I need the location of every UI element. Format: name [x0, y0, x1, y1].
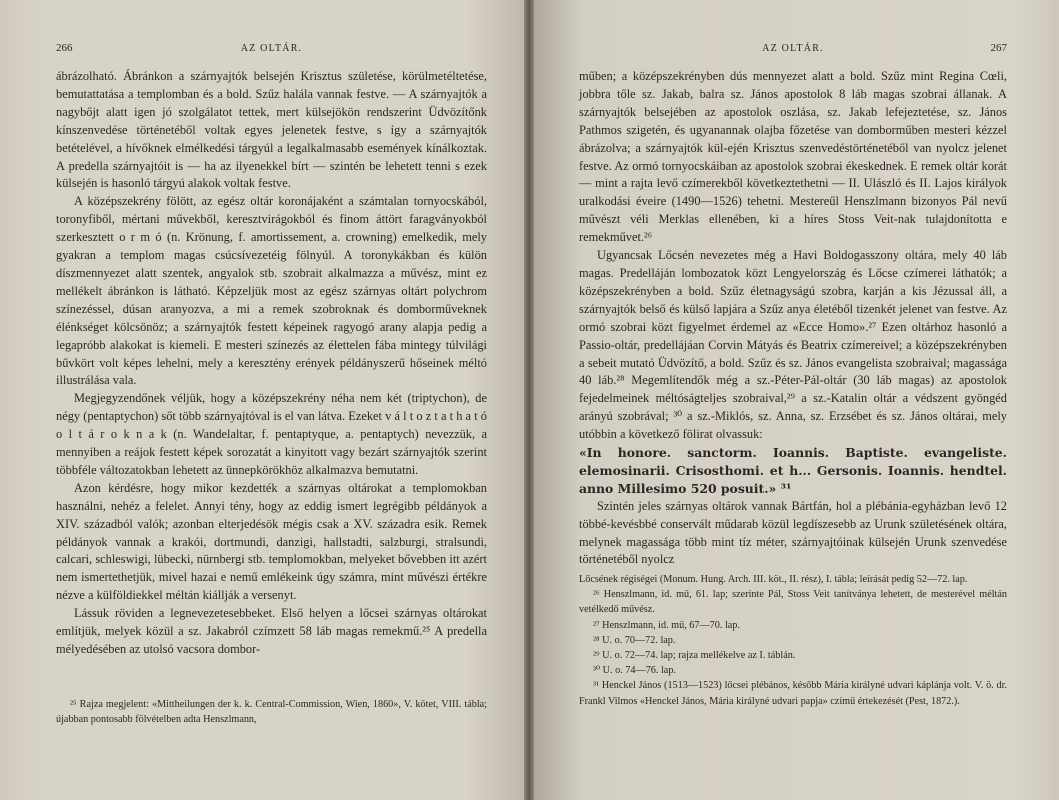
book-gutter	[524, 0, 534, 800]
footnote: Lőcsének régiségei (Monum. Hung. Arch. III. köt., II. rész), I. tábla; leírását pedig 52—72. lap.	[579, 574, 968, 585]
footnote: ²⁵ Rajza megjelent: «Mittheilungen der k. k. Central-Commission, Wien, 1860», V. kötet, VIII. tábla; újabban pontosabb fölvételben adta Henszlmann,	[56, 699, 487, 726]
left-page	[0, 0, 529, 800]
right-body-text	[579, 68, 1007, 569]
left-page-number: 266	[56, 42, 73, 54]
paragraph: Szintén jeles szárnyas oltárok vannak Bártfán, hol a plébánia-egyházban levő 12 többé-kevésbbé conservált műdarab közül legdíszesebb az Urunk születésének oltára, melynek magassága több mint tíz méter, szárnyajtóinak külsején Urunk szenvedése történetéből nyolcz	[579, 498, 1007, 567]
right-running-head	[579, 42, 1007, 58]
paragraph: Azon kérdésre, hogy mikor kezdették a szárnyas oltárokat a templomokban használni, nehéz a felelet. Annyi tény, hogy az eddig ismert legrégibb példányok a XIV. századból valók; azonban elterjedésök mégis csak a XV. századra esik. Remek példányok vannak a krakói, dortmundi, danzigi, hallstadti, salzburgi, stralsundi, calcari, schleswigi, lübecki, nürnbergi stb. templomokban, melyeket bővebben itt azért nem ismertethetjük, mivel hazai e nemű emlékeink úgy számra, mint művészi értékre nézve a külföldiekkel méltán kiállják a versenyt.	[56, 480, 487, 603]
paragraph: műben; a középszekrényben dús mennyezet alatt a bold. Szűz mint Regina Cœli, jobbra tőle sz. Jakab, balra sz. János apostolok 8 láb magas szobrai állanak. A szárnyajtók belsejében az apostolok oszlása, sz. Jakab lefejeztetése, sz. János Pathmos szigetén, és ugyanannak olajba főzetése van domborműben mesteri kézzel ábrázolva; a szárnyajtók kül-ején Krisztus szenvedéstörténetéből van nyolcz jelenet festve. Az ormó tornyocskáiban az apostolok szobrai ékeskednek. E remek oltár korát — mint a rajta levő czímerekből következtethetni — II. Ulászló és II. Lajos királyok uralkodási éveire (1490—1526) tehetni. Mestereűl Henszlmann bizonyos Pál nevű művészt véli Merklas ellenében, ki a híres Stoss Veit-nak tulajdonította e remekművet.²⁶	[579, 69, 1007, 245]
right-page-number: 267	[990, 42, 1007, 54]
footnote: ²⁹ U. o. 72—74. lap; rajza mellékelve az I. táblán.	[593, 650, 796, 662]
paragraph: Megjegyzendőnek véljük, hogy a középszekrény néha nem két (triptychon), de négy (pentaptychon) sőt több szárnyajtóval is el van látva. Ezeket v á l t o z t a t h a t ó o l t á r o k n a k (n. Wandelaltar, f. pentaptyque, a. pentaptych) nevezzük, a mennyiben a reájok festett képek sorozatát a kinyitott vagy bezárt szárnyajtók szerint többféle változatokban lehetett az ünnepkörökhöz alkalmazva bemutatni.	[56, 391, 487, 477]
left-footnotes	[0, 697, 529, 727]
left-body-text	[56, 68, 487, 659]
footnote: ²⁶ Henszlmann, id. mű, 61. lap; szerinte Pál, Stoss Veit tanítványa lehetett, de mesterével méltán vetélkedő művész.	[579, 589, 1007, 616]
right-page	[529, 0, 1059, 800]
paragraph: A középszekrény fölött, az egész oltár koronájaként a számtalan tornyocskából, toronyfiből, mértani művekből, keresztvirágokból és finom áttört faragványokból szerkesztett o r m ó (n. Krönung, f. amortissement, a. crowning) emelkedik, mely gyakran a templom magas csúcsívezetéig fölnyúl. A toronykákban és külön díszmennyezet alatt szentek, angyalok stb. szobrait alkalmazza a művész, mint ez mellékelt ábránkon is látható. Képzeljük most az egész szárnyas oltárt polychrom színezéssel, dúsan aranyozva, a mi a remek szobroknak és domborműveknek élénkséget kölcsönöz; a szárnyajtók festett képeinek ragyogó arany alapja pedig a legapróbb alakokat is kiemeli. E mesteri színezés az élettelen fába mintegy túlvilági bűvkört volt képes lehelni, mely a keresztény erények példányszerű hőseinek méltó illustrálása vala.	[56, 194, 487, 388]
left-running-title: AZ OLTÁR.	[240, 43, 303, 54]
paragraph: Ugyancsak Lőcsén nevezetes még a Havi Boldogasszony oltára, mely 40 láb magas. Predelláján lombozatok közt Lengyelország és Lőcse czímerei láthatók; a középszekrényben a bold. Szűz életnagyságú szobra, karján a kis Jézussal áll, a szárnyajtók belső és külső lapjára a Szűz anya életéből tizenkét jelenet van festve. Az ormó szobrai közt figyelmet érdemel az «Ecce Homo».²⁷ Ezen oltárhoz hasonló a Passio-oltár, predellájáan Corvin Mátyás és Beatrix czímereivel; a középszekrényben a sebeit mutató Üdvözítő, a bold. Szűz és sz. János evangelista szobraival; magassága 40 láb.²⁸ Megemlítendők még a sz.-Péter-Pál-oltár (30 láb magas) az apostolok fejedelmeinek méltóságteljes szobraival,²⁹ a sz.-Katalin oltár a védszent gyöngéd arányú szobrával; ³⁰ a sz.-Miklós, sz. Anna, sz. Erzsébet és sz. János oltárai, mely utóbbin a következő fölirat olvassuk:	[579, 248, 1007, 442]
footnote: ²⁸ U. o. 70—72. lap.	[593, 634, 676, 646]
footnote: ³⁰ U. o. 74—76. lap.	[593, 665, 676, 677]
footnote: ²⁷ Henszlmann, id. mű, 67—70. lap.	[593, 619, 740, 631]
footnote: ³¹ Henckel János (1513—1523) lőcsei plébános, később Mária királyné udvari káplánja volt. V. ö. dr. Frankl Vilmos «Henckel János, Mária királyné udvari papja» czímű értekezését (Pest, 1872.).	[579, 680, 1007, 707]
blackletter-inscription: «In honore. sanctorm. Ioannis. Baptiste. evangeliste. elemosinarii. Crisosthomi. et h... Gersonis. Ioannis. hendtel. anno Millesimo 520 posuit.» ³¹	[579, 445, 1007, 496]
right-footnotes	[529, 572, 1059, 709]
left-running-head	[56, 42, 487, 58]
right-running-title: AZ OLTÁR.	[762, 43, 824, 54]
paragraph: Lássuk röviden a legnevezetesebbeket. Első helyen a lőcsei szárnyas oltárokat említjük, melyek közül a sz. Jakabról czímzett 58 láb magas remekmű.²⁵ A predella mélyedésében az utolsó vacsora dombor-	[56, 606, 487, 656]
paragraph: ábrázolható. Ábránkon a szárnyajtók belsején Krisztus születése, körülmetéltetése, bemutattatása a templomban és a bold. Szűz halála vannak festve. — A szárnyajtók a nagybőjt alatt igen jó szolgálatot tettek, mert külsejökön rendszerint Üdvözítőnk kínszenvedése történetéből voltak egyes jelenetek festve, s így a szárnyajtók betételével, a hívőknek elmélkedési tárgyúl a legalkalmasabb események kínálkoztak. A predella szárnyajtóit is — ha az ilyenekkel bírt — szintén be lehetett tenni s ezek külsején is hasonló tárgyú alakok voltak festve.	[56, 69, 487, 191]
